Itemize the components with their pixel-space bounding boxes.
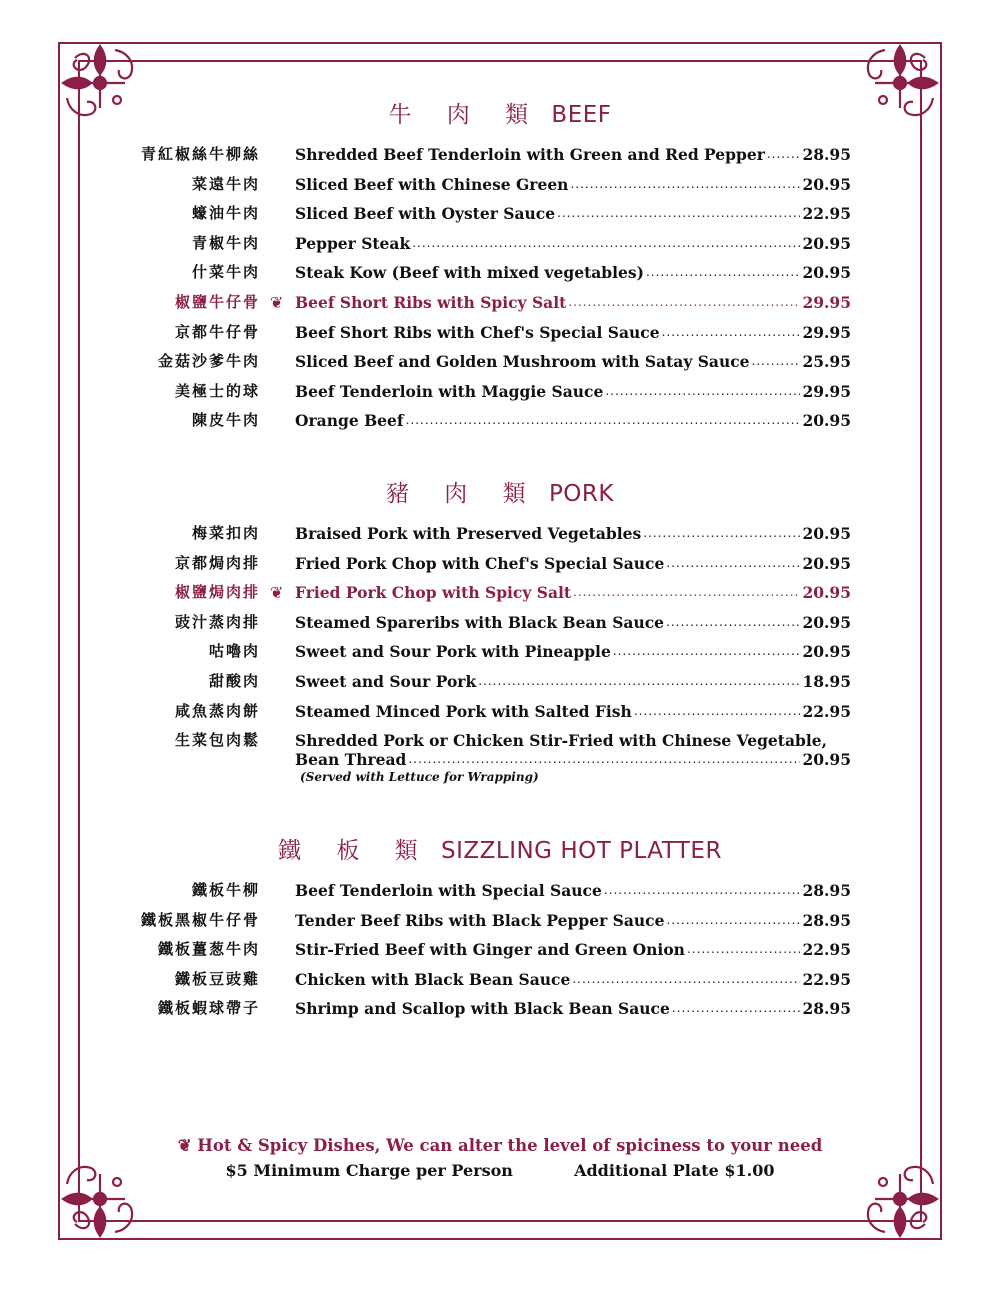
item-name-zh: 陳皮牛肉	[191, 411, 260, 430]
item-price: 29.95	[802, 381, 851, 401]
menu-item	[0, 258, 1000, 288]
menu-item	[0, 578, 1000, 608]
menu-item	[0, 935, 1000, 965]
item-price: 20.95	[802, 553, 851, 573]
item-name-en: Pepper Steak	[295, 233, 411, 253]
dot-leader	[572, 965, 800, 995]
menu-item	[0, 170, 1000, 200]
dot-leader	[662, 318, 801, 348]
item-name-en: Tender Beef Ribs with Black Pepper Sauce	[295, 910, 665, 930]
item-name-zh: 青椒牛肉	[191, 233, 260, 252]
item-price: 20.95	[802, 612, 851, 632]
item-name-zh: 咕嚕肉	[208, 642, 260, 661]
item-name-en: Beef Short Ribs with Chef's Special Sauce	[295, 322, 660, 342]
item-name-en: Chicken with Black Bean Sauce	[295, 969, 571, 989]
sizzling-section-title	[0, 834, 1000, 868]
chili-icon: ❦	[270, 292, 284, 312]
menu-item	[0, 906, 1000, 936]
item-name-en: Shredded Pork or Chicken Stir-Fried with Chinese Vegetable,	[295, 731, 827, 751]
dot-leader	[643, 519, 800, 549]
item-name-zh: 美極士的球	[174, 381, 260, 400]
item-price: 29.95	[802, 292, 851, 312]
charges-line	[0, 1161, 1000, 1180]
dot-leader	[406, 406, 801, 436]
item-name-en-continued: Bean Thread	[295, 750, 407, 770]
item-name-en: Sliced Beef with Chinese Green	[295, 174, 569, 194]
dot-leader	[687, 935, 801, 965]
item-name-en: Beef Tenderloin with Special Sauce	[295, 881, 602, 900]
item-price: 20.95	[802, 233, 851, 253]
item-price: 20.95	[802, 750, 851, 770]
dot-leader	[568, 288, 800, 318]
item-name-en: Beef Tenderloin with Maggie Sauce	[295, 381, 604, 401]
section-title-en: SIZZLING HOT PLATTER	[440, 838, 722, 864]
item-name-zh: 椒鹽牛仔骨	[174, 292, 260, 311]
item-name-en: Sweet and Sour Pork	[295, 671, 477, 691]
dot-leader	[634, 697, 801, 727]
item-price: 28.95	[802, 910, 851, 930]
menu-item	[0, 608, 1000, 638]
item-name-en: Sweet and Sour Pork with Pineapple	[295, 642, 611, 662]
beef-items	[0, 140, 1000, 436]
item-name-en: Shredded Beef Tenderloin with Green and Red Pepper	[295, 145, 765, 164]
dot-leader	[752, 347, 801, 377]
sizzling-section	[0, 834, 1000, 1024]
item-name-zh: 菜遠牛肉	[191, 174, 260, 193]
item-price: 20.95	[802, 411, 851, 431]
item-name-zh: 京都焗肉排	[174, 553, 260, 572]
item-name-zh: 咸魚蒸肉餅	[174, 701, 260, 720]
section-title-zh: 牛 肉 類	[388, 102, 543, 128]
item-price: 20.95	[802, 263, 851, 283]
menu-item	[0, 697, 1000, 727]
menu-item	[0, 994, 1000, 1024]
item-price: 29.95	[802, 322, 851, 342]
item-name-zh: 鐵板豆豉雞	[174, 969, 260, 988]
pork-items	[0, 519, 1000, 726]
item-name-en: Shrimp and Scallop with Black Bean Sauce	[295, 999, 670, 1019]
item-price: 22.95	[802, 701, 851, 721]
dot-leader	[767, 140, 801, 170]
item-price: 28.95	[802, 999, 851, 1019]
item-name-en: Braised Pork with Preserved Vegetables	[295, 524, 642, 543]
menu-item	[0, 318, 1000, 348]
item-name-en: Sliced Beef with Oyster Sauce	[295, 204, 556, 224]
item-price: 22.95	[802, 940, 851, 960]
sizzling-items	[0, 876, 1000, 1024]
item-price: 28.95	[802, 881, 851, 900]
section-title-en: PORK	[548, 481, 614, 507]
beef-section-title	[0, 98, 1000, 132]
item-name-zh: 蠔油牛肉	[191, 204, 260, 223]
item-name-zh: 椒鹽焗肉排	[174, 583, 260, 602]
menu-item	[0, 140, 1000, 170]
dot-leader	[557, 199, 800, 229]
item-price: 22.95	[802, 204, 851, 224]
item-price: 18.95	[802, 671, 851, 691]
item-name-en: Orange Beef	[295, 411, 404, 431]
item-price: 28.95	[802, 145, 851, 164]
menu-item	[0, 549, 1000, 579]
menu-item	[0, 667, 1000, 697]
item-name-zh: 鐵板蝦球帶子	[157, 999, 260, 1018]
item-name-en: Beef Short Ribs with Spicy Salt	[295, 292, 567, 312]
dot-leader	[412, 229, 800, 259]
section-title-zh: 鐵 板 類	[278, 838, 432, 864]
dot-leader	[478, 667, 800, 697]
item-price: 20.95	[802, 583, 851, 603]
item-name-zh: 京都牛仔骨	[174, 322, 260, 341]
item-price: 20.95	[802, 642, 851, 662]
additional-plate-charge: Additional Plate $1.00	[574, 1161, 775, 1180]
beef-section	[0, 98, 1000, 436]
item-name-zh: 豉汁蒸肉排	[174, 612, 260, 631]
item-name-en: Steamed Minced Pork with Salted Fish	[295, 701, 632, 721]
pork-section	[0, 477, 1000, 792]
item-price: 20.95	[802, 524, 851, 543]
menu-item	[0, 726, 1000, 792]
dot-leader	[573, 578, 800, 608]
item-note: (Served with Lettuce for Wrapping)	[300, 770, 539, 785]
menu-item	[0, 347, 1000, 377]
min-charge: $5 Minimum Charge per Person	[225, 1161, 513, 1180]
dot-leader	[666, 608, 800, 638]
item-price: 25.95	[802, 352, 851, 372]
item-name-zh: 青紅椒絲牛柳絲	[140, 145, 260, 163]
item-name-zh: 梅菜扣肉	[191, 524, 260, 542]
item-name-zh: 生菜包肉鬆	[174, 731, 260, 750]
spicy-note-text: Hot & Spicy Dishes, We can alter the level of spiciness to your need	[197, 1136, 823, 1155]
menu-item	[0, 406, 1000, 436]
menu-item	[0, 519, 1000, 549]
item-name-en: Fried Pork Chop with Chef's Special Sauce	[295, 553, 665, 573]
menu-item	[0, 377, 1000, 407]
menu-item	[0, 288, 1000, 318]
item-name-en: Steamed Spareribs with Black Bean Sauce	[295, 612, 665, 632]
dot-leader	[570, 170, 800, 200]
dot-leader	[604, 876, 801, 906]
menu-item	[0, 637, 1000, 667]
chili-icon: ❦	[270, 583, 284, 603]
menu-item	[0, 199, 1000, 229]
item-name-en: Steak Kow (Beef with mixed vegetables)	[295, 263, 644, 283]
dot-leader	[666, 906, 800, 936]
item-name-zh: 什菜牛肉	[191, 263, 260, 282]
menu-item	[0, 965, 1000, 995]
menu-footer	[0, 1136, 1000, 1180]
item-price: 20.95	[802, 174, 851, 194]
item-name-zh: 鐵板薑葱牛肉	[157, 940, 260, 959]
menu-item	[0, 876, 1000, 906]
dot-leader	[666, 549, 800, 579]
item-name-zh: 鐵板牛柳	[191, 881, 260, 899]
item-name-zh: 甜酸肉	[208, 671, 260, 690]
chili-icon: ❦	[177, 1136, 192, 1155]
item-name-zh: 鐵板黑椒牛仔骨	[140, 910, 260, 929]
dot-leader	[646, 258, 801, 288]
pork-section-title	[0, 477, 1000, 511]
section-title-zh: 豬 肉 類	[386, 481, 540, 507]
item-name-en: Stir-Fried Beef with Ginger and Green Onion	[295, 940, 685, 960]
dot-leader	[605, 377, 800, 407]
item-price: 22.95	[802, 969, 851, 989]
spicy-legend	[0, 1136, 1000, 1155]
dot-leader	[672, 994, 801, 1024]
item-name-en: Fried Pork Chop with Spicy Salt	[295, 583, 572, 603]
item-name-en: Sliced Beef and Golden Mushroom with Satay Sauce	[295, 352, 750, 372]
item-name-zh: 金菇沙爹牛肉	[157, 352, 260, 371]
section-title-en: BEEF	[551, 102, 612, 128]
menu-item	[0, 229, 1000, 259]
dot-leader	[613, 637, 801, 667]
